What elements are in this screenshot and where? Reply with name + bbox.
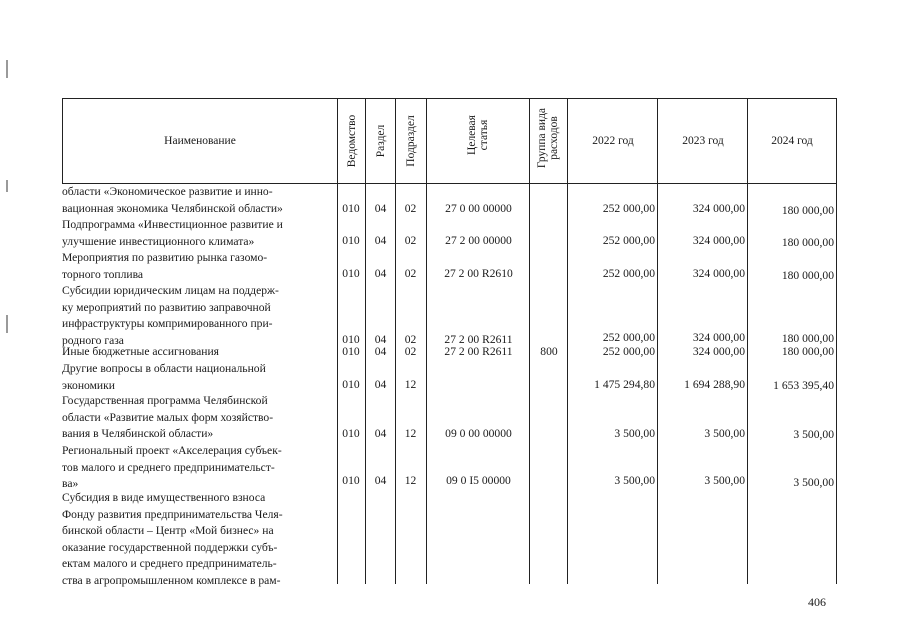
- cell-2024: 180 000,00: [781, 332, 834, 345]
- cell-celevaya: 27 0 00 00000: [445, 202, 512, 215]
- cell-2024: 180 000,00: [781, 269, 834, 282]
- cell-2024: 1 653 395,40: [773, 379, 834, 392]
- cell-celevaya: 27 2 00 00000: [445, 234, 512, 247]
- row-name: Субсидии юридическим лицам на поддерж- ку мероприятий по развитию заправочной инфраструктуры компримированного при- родного газа: [62, 284, 279, 347]
- cell-2023: 324 000,00: [692, 202, 745, 215]
- cell-celevaya: 27 2 00 R2611: [444, 345, 513, 358]
- header-celevaya-statya: Целевая статья: [466, 115, 490, 155]
- cell-2024: 180 000,00: [781, 204, 834, 217]
- cell-2023: 324 000,00: [692, 331, 745, 344]
- cell-2022: 3 500,00: [614, 427, 655, 440]
- cell-podrazdel: 02: [404, 345, 417, 358]
- cell-razdel: 04: [374, 345, 387, 358]
- grid-line: [365, 98, 366, 584]
- cell-celevaya: 09 0 00 00000: [445, 427, 512, 440]
- cell-2023: 3 500,00: [704, 427, 745, 440]
- cell-2022: 252 000,00: [602, 234, 655, 247]
- margin-mark: [6, 60, 8, 78]
- cell-2023: 3 500,00: [704, 474, 745, 487]
- cell-vedomstvo: 010: [342, 333, 360, 346]
- cell-razdel: 04: [374, 267, 387, 280]
- row-name: Иные бюджетные ассигнования: [62, 345, 219, 358]
- cell-podrazdel: 02: [404, 202, 417, 215]
- cell-razdel: 04: [374, 427, 387, 440]
- cell-2022: 1 475 294,80: [594, 378, 655, 391]
- cell-celevaya: 27 2 00 R2610: [444, 267, 513, 280]
- cell-2022: 252 000,00: [602, 345, 655, 358]
- cell-vedomstvo: 010: [342, 345, 360, 358]
- header-podrazdel: Подраздел: [405, 115, 417, 167]
- cell-2023: 324 000,00: [692, 267, 745, 280]
- header-razdel: Раздел: [375, 124, 387, 158]
- cell-2022: 252 000,00: [602, 267, 655, 280]
- cell-vedomstvo: 010: [342, 474, 360, 487]
- cell-vedomstvo: 010: [342, 234, 360, 247]
- cell-2022: 252 000,00: [602, 202, 655, 215]
- cell-celevaya: 09 0 I5 00000: [446, 474, 511, 487]
- cell-podrazdel: 02: [404, 333, 417, 346]
- cell-2024: 3 500,00: [793, 428, 834, 441]
- page-number: 406: [808, 595, 826, 609]
- cell-podrazdel: 12: [404, 427, 417, 440]
- cell-2024: 180 000,00: [781, 345, 834, 358]
- row-name: Региональный проект «Акселерация субъек- тов малого и среднего предпринимательст- ва»: [62, 444, 282, 491]
- cell-vedomstvo: 010: [342, 267, 360, 280]
- grid-line: [529, 98, 530, 584]
- table-border-top: [62, 98, 837, 99]
- grid-line: [426, 98, 427, 584]
- cell-razdel: 04: [374, 333, 387, 346]
- cell-razdel: 04: [374, 202, 387, 215]
- cell-podrazdel: 12: [404, 474, 417, 487]
- grid-line: [337, 98, 338, 584]
- header-year-2022: 2022 год: [592, 134, 634, 147]
- grid-line: [395, 98, 396, 584]
- cell-podrazdel: 12: [404, 378, 417, 391]
- cell-razdel: 04: [374, 474, 387, 487]
- cell-vedomstvo: 010: [342, 378, 360, 391]
- cell-2022: 252 000,00: [602, 331, 655, 344]
- grid-line: [836, 98, 837, 584]
- row-name: области «Экономическое развитие и инно- вационная экономика Челябинской области»: [62, 185, 283, 215]
- cell-podrazdel: 02: [404, 267, 417, 280]
- grid-line: [62, 98, 63, 184]
- header-gruppa-vida-raskhodov: Группа вида расходов: [536, 107, 560, 169]
- header-vedomstvo: Ведомство: [346, 114, 358, 168]
- cell-razdel: 04: [374, 234, 387, 247]
- row-name: Подпрограмма «Инвестиционное развитие и улучшение инвестиционного климата»: [62, 218, 283, 248]
- cell-celevaya: 27 2 00 R2611: [444, 333, 513, 346]
- cell-podrazdel: 02: [404, 234, 417, 247]
- cell-2023: 1 694 288,90: [684, 378, 745, 391]
- row-name: Мероприятия по развитию рынка газомо- торного топлива: [62, 251, 268, 281]
- cell-2023: 324 000,00: [692, 345, 745, 358]
- margin-mark: [6, 315, 8, 333]
- cell-2024: 3 500,00: [793, 476, 834, 489]
- margin-mark: [6, 180, 8, 192]
- header-year-2023: 2023 год: [682, 134, 724, 147]
- cell-vedomstvo: 010: [342, 202, 360, 215]
- header-year-2024: 2024 год: [771, 134, 813, 147]
- cell-2023: 324 000,00: [692, 234, 745, 247]
- header-name: Наименование: [164, 134, 236, 147]
- row-name: Другие вопросы в области национальной экономики: [62, 362, 266, 392]
- cell-razdel: 04: [374, 378, 387, 391]
- cell-2024: 180 000,00: [781, 236, 834, 249]
- cell-2022: 3 500,00: [614, 474, 655, 487]
- cell-vedomstvo: 010: [342, 427, 360, 440]
- row-name: Государственная программа Челябинской области «Развитие малых форм хозяйство- вания в Челябинской области»: [62, 394, 274, 441]
- row-name: Субсидия в виде имущественного взноса Фонду развития предпринимательства Челя- бинской области – Центр «Мой бизнес» на оказание государственной поддержки субъ- ектам малого и среднего предприниматель- ства в агропромышленном комплексе в рам-: [62, 491, 283, 587]
- cell-gruppa: 800: [540, 345, 558, 358]
